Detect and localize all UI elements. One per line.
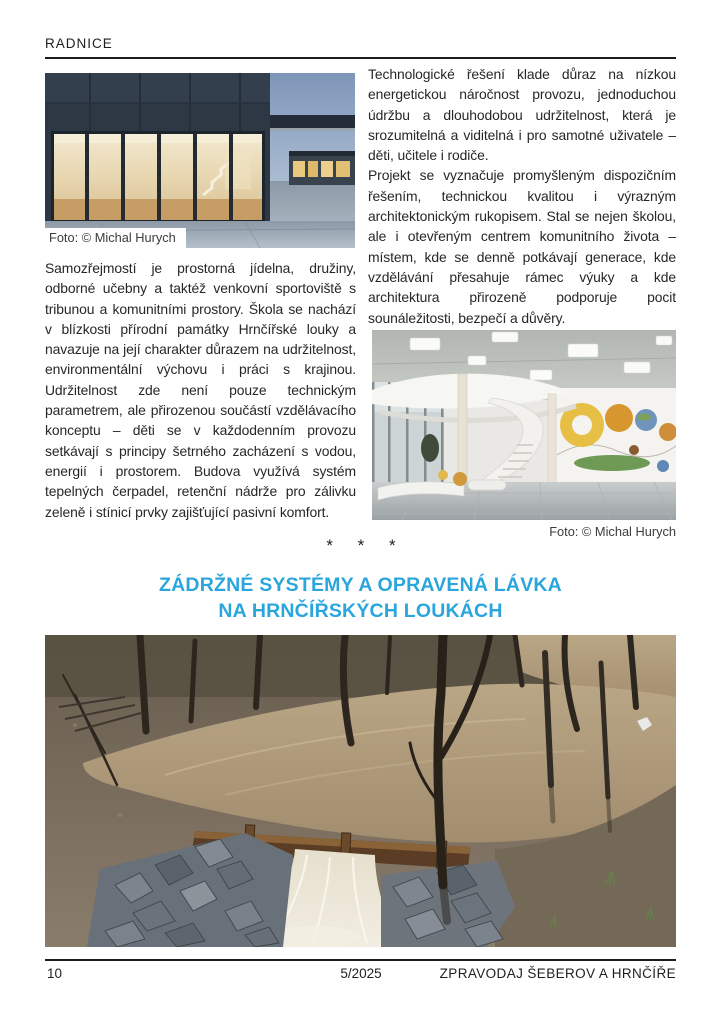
school-article-right-column <box>368 64 676 328</box>
title-line-1: ZÁDRŽNÉ SYSTÉMY A OPRAVENÁ LÁVKA <box>159 574 562 596</box>
school-exterior-photo <box>45 73 355 248</box>
newsletter-name: ZPRAVODAJ ŠEBEROV A HRNČÍŘE <box>439 966 676 981</box>
section-separator: * * * <box>326 536 406 555</box>
school-article-left-column: Samozřejmostí je prostorná jídelna, družiny, odborné učebny a taktéž venkovní sportoviště s tribunou a komunitními prostory. Škola se nachází v blízkosti přírodní památky Hrnčířské louky a navazuje na její charakter důrazem na udržitelnost, environmentální výchovu i práci s krajinou. Udržitelnost zde není pouze technickým parametrem, ale přirozenou součástí vzdělávacího konceptu – děti se v každodenním provozu setkávají s principy šetrného zacházení s vodou, energií i prostorem. Budova využívá systém tepelných čerpadel, retenční nádrže pro zálivku zeleně i stínicí prvky zajišťující pasivní komfort. <box>45 260 356 520</box>
stream-weir-photo <box>45 635 676 947</box>
title-line-2: NA HRNČÍŘSKÝCH LOUKÁCH <box>218 600 503 622</box>
paragraph-technology: Technologické řešení klade důraz na nízkou energetickou náročnost provozu, jednoduchou údržbu a dlouhodobou udržitelnost, která je srozumitelná a viditelná i pro samotné uživatele – děti, učitele i rodiče. <box>368 66 676 164</box>
paragraph-project: Projekt se vyznačuje promyšleným dispozičním řešením, technickou kvalitou i výrazným architektonickým rukopisem. Stal se nejen školou, ale i otevřeným centrem komunitního života – místem, kde se denně potkávají generace, kde vzdělávání přesahuje rámec výuky a kde architektura přirozeně podporuje pocit sounáležitosti, bezpečí a důvěry. <box>368 167 676 326</box>
footer-rule <box>45 959 676 961</box>
school-interior-photo <box>372 330 676 520</box>
section-label: RADNICE <box>45 36 113 51</box>
page-number: 10 <box>47 966 63 981</box>
issue-number: 5/2025 <box>340 966 382 981</box>
photo-caption: Foto: © Michal Hurych <box>549 524 676 539</box>
stream-weir-illustration <box>45 635 676 947</box>
school-interior-illustration <box>372 330 676 520</box>
photo-caption: Foto: © Michal Hurych <box>45 228 186 248</box>
header-rule <box>45 57 676 59</box>
article-title <box>45 572 676 624</box>
school-exterior-illustration <box>45 73 355 248</box>
